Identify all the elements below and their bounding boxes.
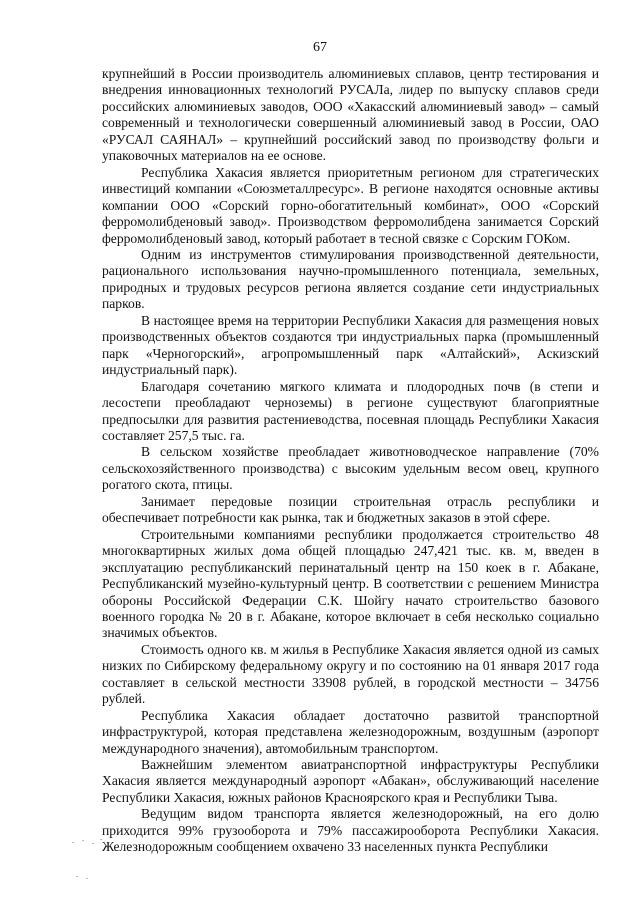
paragraph-industrial-parks-tool: Одним из инструментов стимулирования производственной деятельности, рационального использования научно-промышленного потенциала, земельных, природных и трудовых ресурсов региона является создание сети индустриальных парков. [102, 246, 599, 312]
paragraph-railway: Ведущим видом транспорта является железнодорожный, на его долю приходится 99% грузооборота и 79% пассажирооборота Республики Хакасия. Железнодорожным сообщением охвачено 33 населенных пункта Республики [102, 806, 599, 855]
paragraph-airport: Важнейшим элементом авиатранспортной инфраструктуры Республики Хакасия является международный аэропорт «Абакан», обслуживающий население Республики Хакасия, южных районов Красноярского края и Республики Тыва. [102, 757, 599, 805]
paragraph-metallurgy-assets: крупнейший в России производитель алюминиевых сплавов, центр тестирования и внедрения инновационных технологий РУСАЛа, лидер по выпуску сплавов среди российских алюминиевых заводов, ООО «Хакасский алюминиевый завод» – самый современный и технологически совершенный алюминиевый завод в России, ОАО «РУСАЛ САЯНАЛ» – крупнейший российский завод по производству фольги и упаковочных материалов на ее основе. [102, 66, 599, 164]
scan-artifacts [70, 838, 130, 888]
paragraph-construction-industry: Занимает передовые позиции строительная отрасль республики и обеспечивает потребности как рынка, так и бюджетных заказов в этой сфере. [102, 493, 599, 526]
document-body [102, 66, 599, 856]
paragraph-transport-infrastructure: Республика Хакасия обладает достаточно развитой транспортной инфраструктурой, которая представлена железнодорожным, воздушным (аэропорт международного значения), автомобильным транспортом. [102, 707, 599, 756]
paragraph-soyuzmetallresurs: Республика Хакасия является приоритетным регионом для стратегических инвестиций компании «Союзметаллресурс». В регионе находятся основные активы компании ООО «Сорский горно-обогатительный комбинат», ООО «Сорский ферромолибденовый завод». Производством ферромолибдена занимается Сорский ферромолибденовый завод, который работает в тесной связке с Сорским ГОКом. [102, 164, 599, 246]
page-number: 67 [313, 40, 327, 55]
paragraph-industrial-parks-list: В настоящее время на территории Республики Хакасия для размещения новых производственных объектов создаются три индустриальных парка (промышленный парк «Черногорский», агропромышленный парк «Алтайский», Аскизский индустриальный парк). [102, 312, 599, 378]
paragraph-housing-cost: Стоимость одного кв. м жилья в Республике Хакасия является одной из самых низких по Сибирскому федеральному округу и по состоянию на 01 января 2017 года составляет в сельской местности 33908 рублей, в городской местности – 34756 рублей. [102, 641, 599, 707]
paragraph-construction-projects: Строительными компаниями республики продолжается строительство 48 многоквартирных жилых дома общей площадью 247,421 тыс. кв. м, введен в эксплуатацию республиканский перинатальный центр на 150 коек в г. Абакане, Республиканский музейно-культурный центр. В соответствии с решением Министра обороны Российской Федерации С.К. Шойгу начато строительство базового военного городка № 20 в г. Абакане, которое включает в себя несколько социально значимых объектов. [102, 526, 599, 641]
paragraph-crop-farming: Благодаря сочетанию мягкого климата и плодородных почв (в степи и лесостепи преобладают черноземы) в регионе существуют благоприятные предпосылки для развития растениеводства, посевная площадь Республики Хакасия составляет 257,5 тыс. га. [102, 378, 599, 443]
paragraph-livestock: В сельском хозяйстве преобладает животноводческое направление (70% сельскохозяйственного производства) с высоким удельным весом овец, крупного рогатого скота, птицы. [102, 444, 599, 493]
